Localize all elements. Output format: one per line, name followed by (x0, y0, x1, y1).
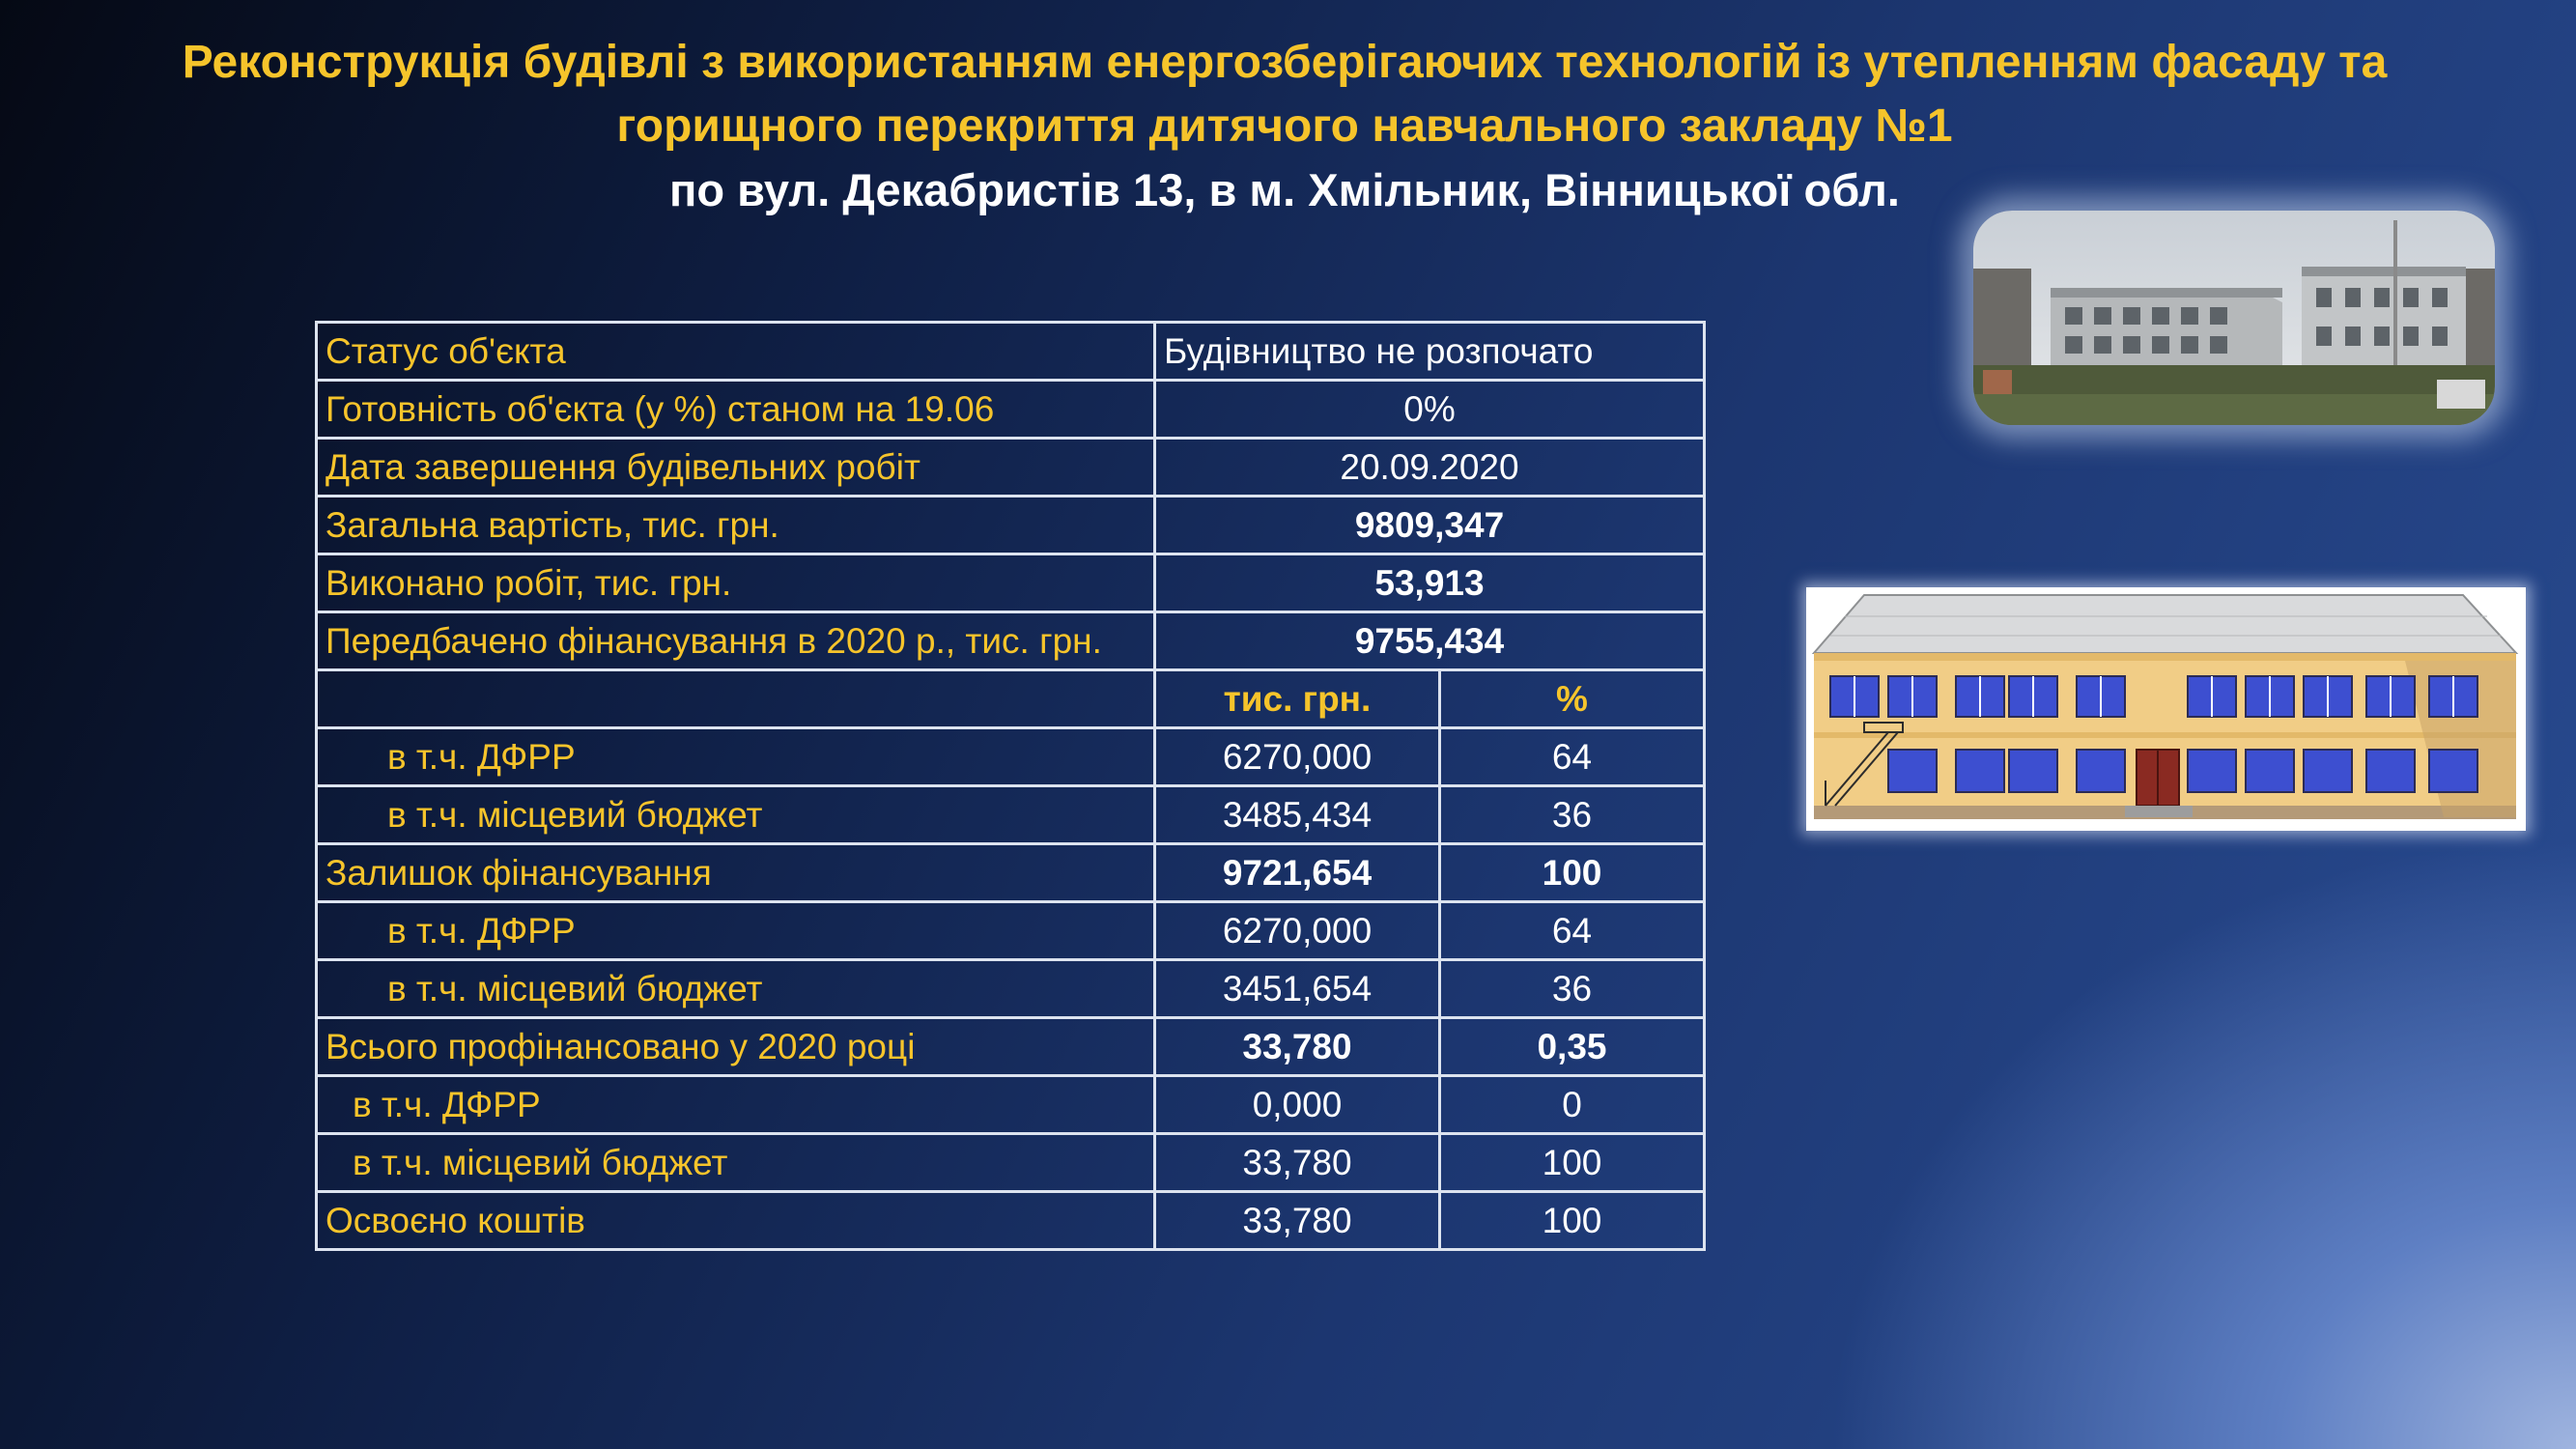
title-line-2: горищного перекриття дитячого навчального закладу №1 (616, 100, 1953, 152)
planned-funding-value: 9755,434 (1155, 612, 1705, 670)
table-row (317, 1192, 1705, 1250)
status-label: Статус об'єкта (317, 323, 1155, 381)
row-uah: 0,000 (1155, 1076, 1440, 1134)
row-uah: 6270,000 (1155, 902, 1440, 960)
status-value: Будівництво не розпочато (1155, 323, 1705, 381)
title-line-1: Реконструкція будівлі з використанням енергозберігаючих технологій із утепленням фасаду та (182, 37, 2388, 88)
table-row (317, 323, 1705, 381)
total-cost-label: Загальна вартість, тис. грн. (317, 497, 1155, 554)
table-row (317, 960, 1705, 1018)
column-header-percent: % (1440, 670, 1705, 728)
completion-date-label: Дата завершення будівельних робіт (317, 439, 1155, 497)
table-row (317, 381, 1705, 439)
table-row (317, 902, 1705, 960)
total-cost-value: 9809,347 (1155, 497, 1705, 554)
row-label: Залишок фінансування (317, 844, 1155, 902)
row-label: в т.ч. місцевий бюджет (317, 960, 1155, 1018)
table-row (317, 497, 1705, 554)
row-label: в т.ч. місцевий бюджет (317, 1134, 1155, 1192)
row-uah: 33,780 (1155, 1134, 1440, 1192)
table-row (317, 1018, 1705, 1076)
column-header-uah: тис. грн. (1155, 670, 1440, 728)
work-done-value: 53,913 (1155, 554, 1705, 612)
table-row (317, 1076, 1705, 1134)
row-percent: 100 (1440, 1134, 1705, 1192)
row-uah: 9721,654 (1155, 844, 1440, 902)
row-label: в т.ч. ДФРР (317, 902, 1155, 960)
readiness-value: 0% (1155, 381, 1705, 439)
empty-cell (317, 670, 1155, 728)
project-info-table (315, 321, 1706, 1251)
table-row (317, 1134, 1705, 1192)
row-uah: 3485,434 (1155, 786, 1440, 844)
row-label: Освоєно коштів (317, 1192, 1155, 1250)
row-uah: 33,780 (1155, 1018, 1440, 1076)
row-label: в т.ч. ДФРР (317, 1076, 1155, 1134)
completion-date-value: 20.09.2020 (1155, 439, 1705, 497)
row-percent: 0 (1440, 1076, 1705, 1134)
row-label: в т.ч. ДФРР (317, 728, 1155, 786)
row-label: в т.ч. місцевий бюджет (317, 786, 1155, 844)
table-row (317, 844, 1705, 902)
row-uah: 3451,654 (1155, 960, 1440, 1018)
table-row (317, 728, 1705, 786)
row-percent: 64 (1440, 902, 1705, 960)
row-percent: 100 (1440, 1192, 1705, 1250)
table-row (317, 612, 1705, 670)
work-done-label: Виконано робіт, тис. грн. (317, 554, 1155, 612)
table-header-row (317, 670, 1705, 728)
row-percent: 36 (1440, 960, 1705, 1018)
row-uah: 6270,000 (1155, 728, 1440, 786)
row-uah: 33,780 (1155, 1192, 1440, 1250)
row-label: Всього профінансовано у 2020 році (317, 1018, 1155, 1076)
row-percent: 36 (1440, 786, 1705, 844)
slide-title (58, 31, 2511, 222)
table-row (317, 439, 1705, 497)
table-row (317, 786, 1705, 844)
building-elevation-drawing (1806, 587, 2526, 831)
planned-funding-label: Передбачено фінансування в 2020 р., тис. грн. (317, 612, 1155, 670)
title-address: по вул. Декабристів 13, в м. Хмільник, Вінницької обл. (669, 164, 1900, 215)
row-percent: 100 (1440, 844, 1705, 902)
row-percent: 0,35 (1440, 1018, 1705, 1076)
table-row (317, 554, 1705, 612)
building-photo (1973, 211, 2495, 425)
row-percent: 64 (1440, 728, 1705, 786)
readiness-label: Готовність об'єкта (у %) станом на 19.06 (317, 381, 1155, 439)
